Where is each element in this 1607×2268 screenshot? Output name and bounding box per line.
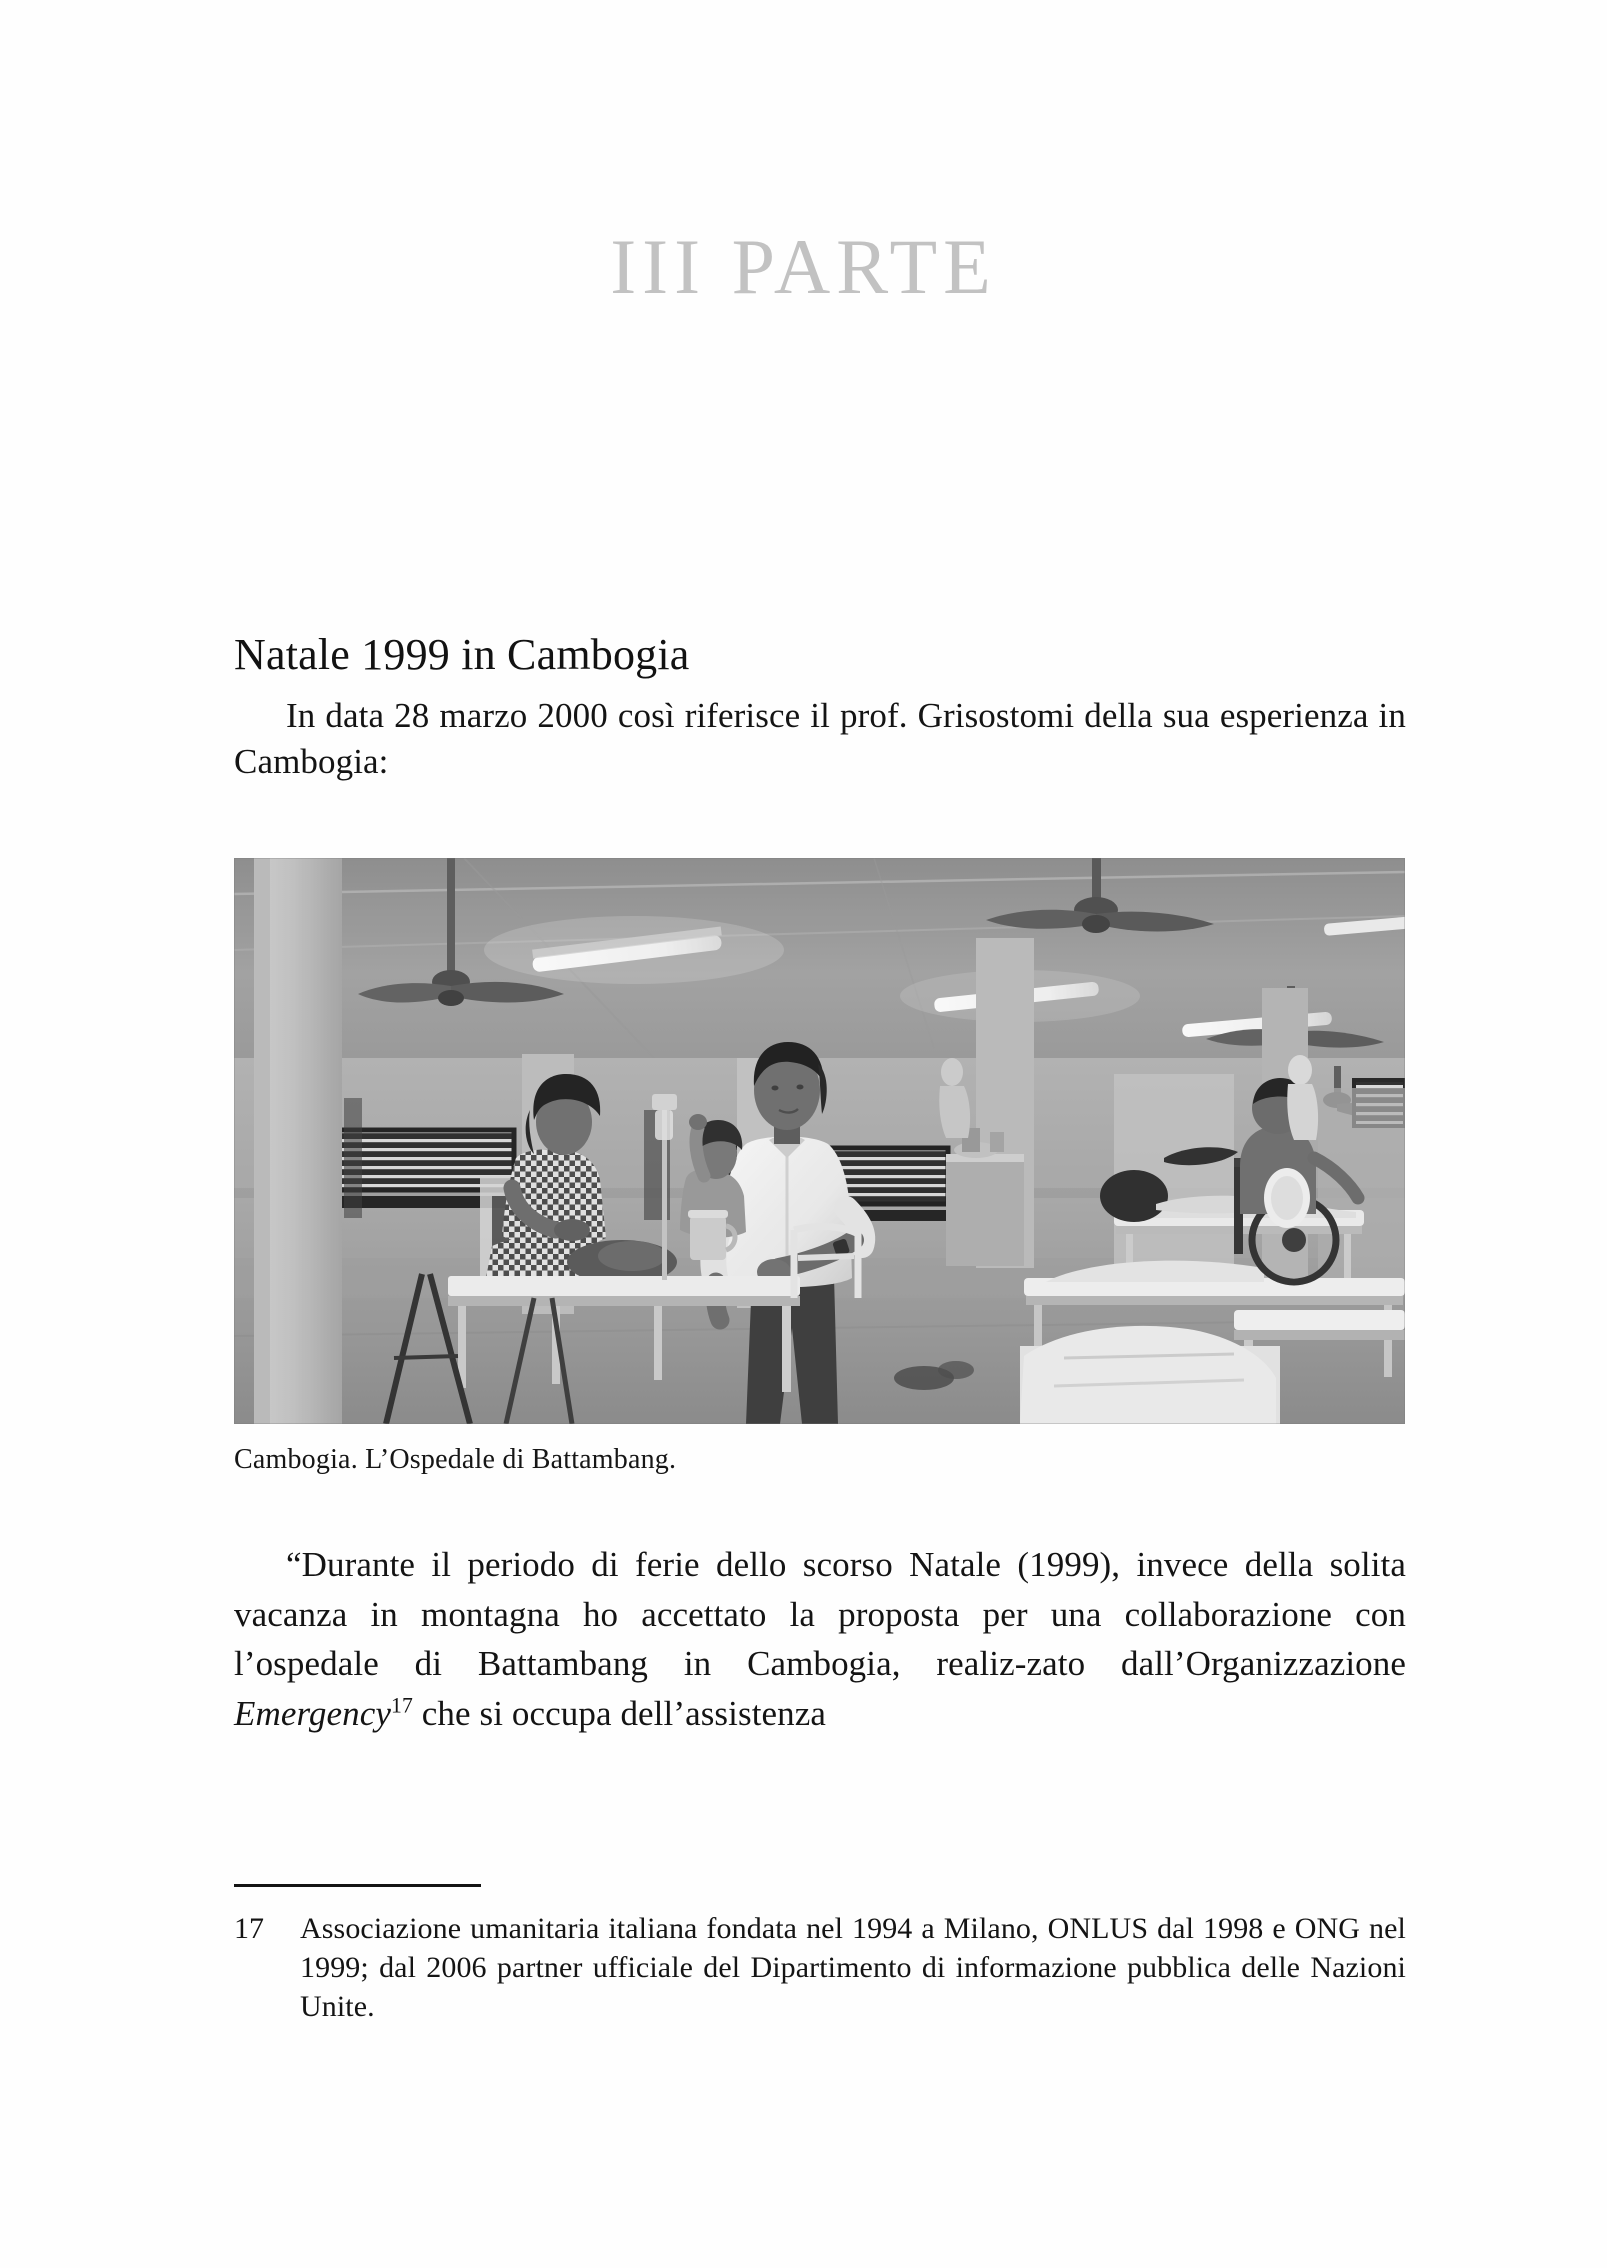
quote-text-part-3: che si occupa dell’assistenza <box>412 1694 827 1734</box>
quote-paragraph <box>234 1540 1406 1739</box>
organization-name: Emergency <box>234 1694 392 1734</box>
quote-text-part-1: “Durante il periodo di ferie dello scorso Natale (1999), invece della solita vacanza in montagna ho accettato la proposta per una collaborazione con l’ospedale di Battambang in Cambogia, realiz- <box>234 1545 1406 1684</box>
hospital-ward-photo <box>234 858 1405 1424</box>
part-title: III PARTE <box>610 223 997 310</box>
footnote-reference[interactable]: 17 <box>391 1693 413 1718</box>
section-content <box>234 630 1406 785</box>
footnote-item <box>234 1909 1406 2026</box>
footnote-text: Associazione umanitaria italiana fondata nel 1994 a Milano, ONLUS dal 1998 e ONG nel 1999; dal 2006 partner ufficiale del Dipartimento di informazione pubblica delle Nazioni Unite. <box>300 1912 1406 2023</box>
footnote-area <box>234 1884 1406 2026</box>
section-heading: Natale 1999 in Cambogia <box>234 630 690 679</box>
figure-caption: Cambogia. L’Ospedale di Battambang. <box>234 1444 677 1475</box>
quote-text-part-2: zato dall’Organizzazione <box>1026 1644 1406 1684</box>
intro-paragraph: In data 28 marzo 2000 così riferisce il prof. Grisostomi della sua esperienza in Cambogia: <box>234 695 1406 781</box>
photo-illustration <box>234 858 1405 1424</box>
footnote-number: 17 <box>234 1912 264 1945</box>
footnote-separator <box>234 1884 481 1887</box>
quote-block <box>234 1540 1406 1739</box>
